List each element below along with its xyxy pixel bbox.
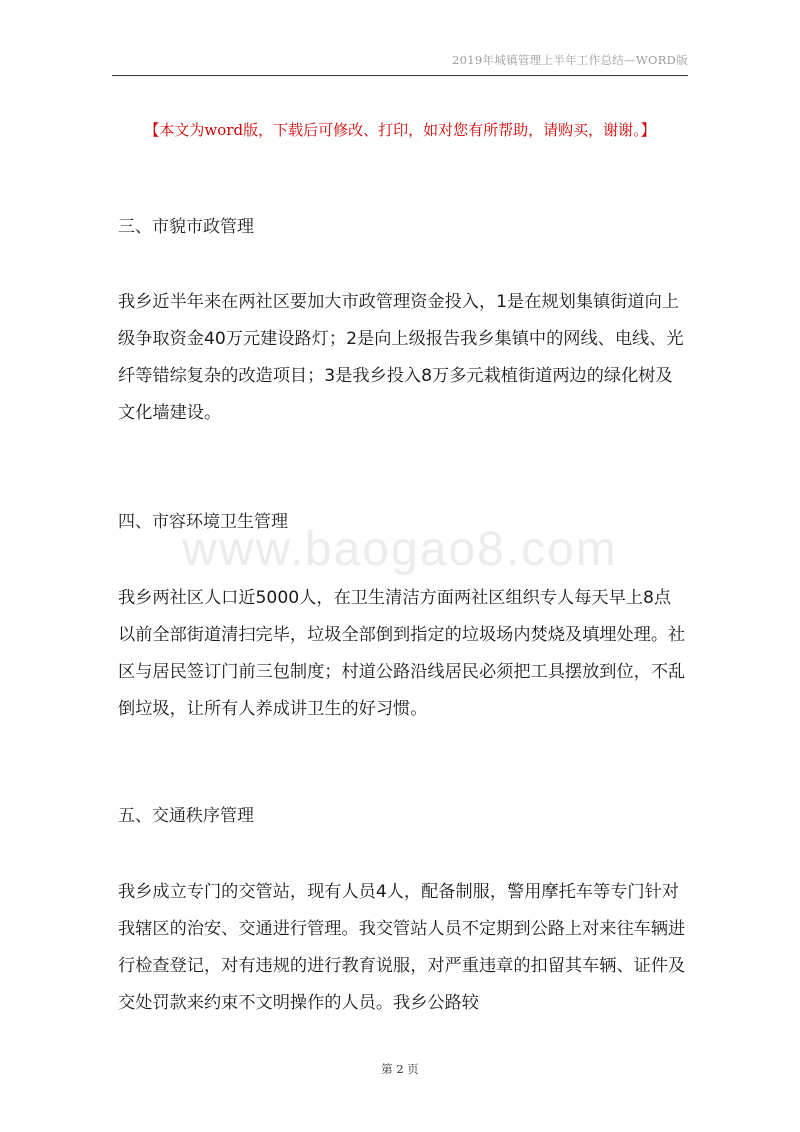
section-heading-sanitation: 四、市容环境卫生管理 [118,512,288,532]
section-heading-traffic: 五、交通秩序管理 [118,806,254,826]
section-heading-municipal: 三、市貌市政管理 [118,217,254,237]
page-number: 第 2 页 [381,1062,419,1076]
section-body-sanitation: 我乡两社区人口近5000人，在卫生清洁方面两社区组织专人每天早上8点以前全部街道清扫完毕，垃圾全部倒到指定的垃圾场内焚烧及填埋处理。社区与居民签订门前三包制度；村道公路沿线居民必须把工具摆放到位，不乱倒垃圾，让所有人养成讲卫生的好习惯。 [118,588,686,719]
purchase-notice: 【本文为word版，下载后可修改、打印，如对您有所帮助，请购买，谢谢。】 [144,121,656,139]
section-body-municipal: 我乡近半年来在两社区要加大市政管理资金投入，1是在规划集镇街道向上级争取资金40万元建设路灯；2是向上级报告我乡集镇中的网线、电线、光纤等错综复杂的改造项目；3是我乡投入8万多元栽植街道两边的绿化树及文化墙建设。 [118,292,684,423]
document-header-title: 2019年城镇管理上半年工作总结—WORD版 [452,53,688,67]
watermark: www.baogao8.com [182,523,618,576]
section-body-traffic: 我乡成立专门的交管站，现有人员4人，配备制服，警用摩托车等专门针对我辖区的治安、交通进行管理。我交管站人员不定期到公路上对来往车辆进行检查登记，对有违规的进行教育说服，对严重违章的扣留其车辆、证件及交处罚款来约束不文明操作的人员。我乡公路较 [118,882,686,1013]
header-divider [112,75,688,76]
